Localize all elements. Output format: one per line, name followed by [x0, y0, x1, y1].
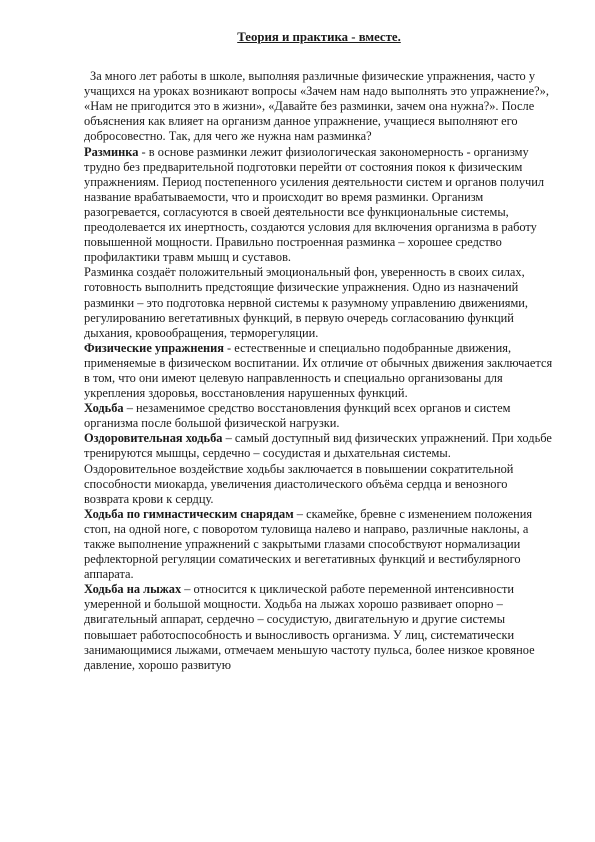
paragraph-text: – незаменимое средство восстановления функций всех органов и систем организма после большой физической нагрузки.	[84, 401, 511, 431]
paragraph-ski-walking	[84, 582, 554, 673]
term-warmup: Разминка	[84, 144, 139, 159]
paragraph-physical-exercises	[84, 341, 554, 401]
document-page	[84, 30, 554, 673]
paragraph-text: – скамейке, бревне с изменением положения стоп, на одной ноге, с поворотом туловища налево и направо, различные наклоны, а также выполнение упражнений с закрытыми глазами способствуют нормализации рефлекторной регуляции соматических и вегетативных функций и вестибулярного аппарата.	[84, 506, 533, 582]
paragraph-text: За много лет работы в школе, выполняя различные физические упражнения, часто у учащихся на уроках возникают вопросы «Зачем нам надо выполнять это упражнение?», «Нам не пригодится это в жизни», «Давайте без разминки, зачем она нужна?». После объяснения как влияет на организм данное упражнение, учащиеся выполняют его добросовестно. Так, для чего же нужна нам разминка?	[84, 69, 549, 144]
term-gymnastic-walking: Ходьба по гимнастическим снарядам	[84, 506, 294, 521]
term-ski-walking: Ходьба на лыжах	[84, 582, 182, 597]
document-title: Теория и практика - вместе.	[237, 30, 401, 44]
paragraph-text: – самый доступный вид физических упражнений. При ходьбе тренируются мышцы, сердечно – сосудистая и дыхательная системы.	[84, 431, 552, 461]
paragraph-text: - естественные и специально подобранные движения, применяемые в физическом воспитании. Их отличие от обычных движения заключается в том, что они имеют целевую направленность и специально организованы для укрепления здоровья, восстановления нарушенных функций.	[84, 340, 553, 401]
paragraph-walking	[84, 401, 554, 431]
paragraph-walking-effect	[84, 462, 554, 507]
paragraph-warmup	[84, 145, 554, 266]
paragraph-text: - в основе разминки лежит физиологическая закономерность - организму трудно без предварительной подготовки перейти от состояния покоя к физическим упражнениям. Период постепенного усиления деятельности систем и органов получил название врабатываемости, что и происходит во время разминки. Организм разогревается, согласуются в своей деятельности все функциональные системы, преодолевается их инертность, создаются условия для включения организма в работу повышенной мощности. Правильно построенная разминка – хорошее средство профилактики травм мышц и суставов.	[84, 144, 545, 265]
term-physical-exercises: Физические упражнения	[84, 340, 224, 355]
paragraph-intro	[84, 69, 554, 144]
paragraph-text: – относится к циклической работе переменной интенсивности умеренной и большой мощности. Ходьба на лыжах хорошо развивает опорно – двигательный аппарат, сердечно – сосудистую, двигательную и другие системы повышает работоспособность и выносливость организма. У лиц, систематически занимающимися лыжами, отмечаем меньшую частоту пульса, более низкое кровяное давление, хорошо развитую	[84, 582, 535, 672]
paragraph-gymnastic-walking	[84, 507, 554, 582]
paragraph-text: Оздоровительное воздействие ходьбы заключается в повышении сократительной способности миокарда, увеличения диастолического объёма сердца и венозного возврата крови к сердцу.	[84, 461, 514, 506]
term-health-walking: Оздоровительная ходьба	[84, 431, 223, 446]
paragraph-warmup-emotional	[84, 265, 554, 340]
paragraph-text: Разминка создаёт положительный эмоциональный фон, уверенность в своих силах, готовность выполнить предстоящие физические упражнения. Одно из назначений разминки – это подготовка нервной системы к разумному управлению движениями, регулированию вегетативных функций, в первую очередь согласованию функций дыхания, кровообращения, терморегуляции.	[84, 265, 529, 340]
paragraph-health-walking	[84, 431, 554, 461]
term-walking: Ходьба	[84, 401, 124, 416]
